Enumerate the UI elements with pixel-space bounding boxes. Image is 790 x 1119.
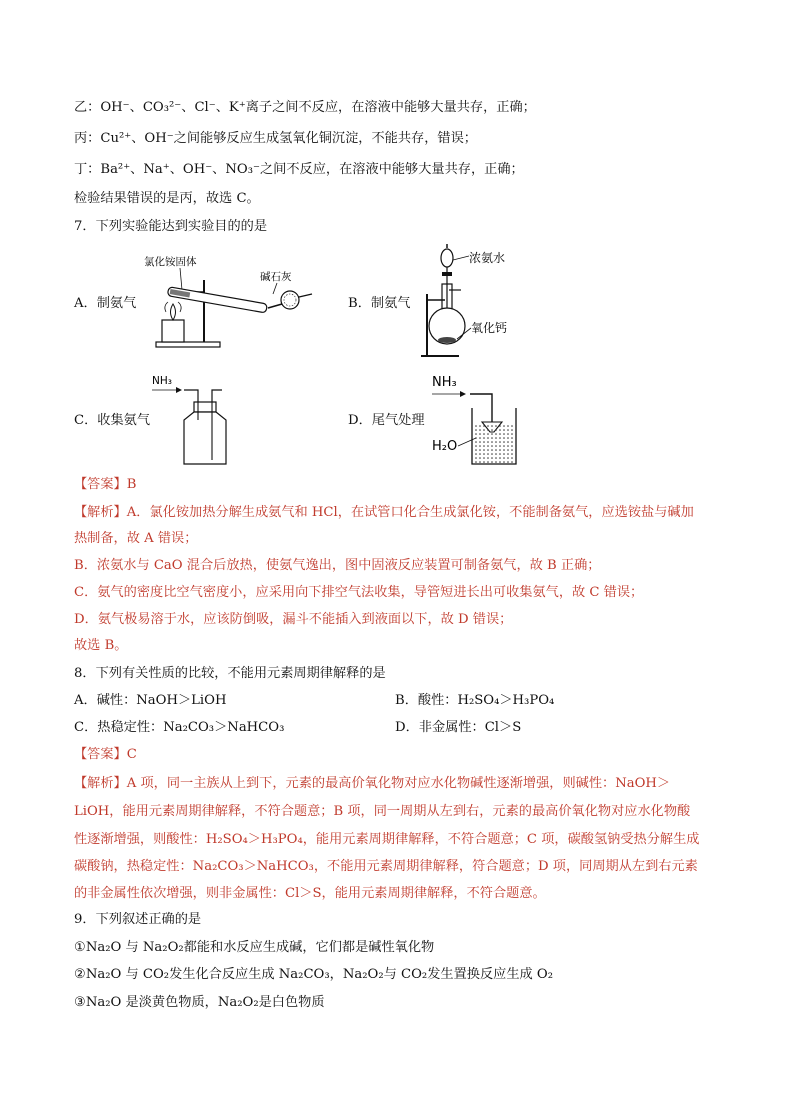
q7-option-c: C．收集氨气 [74, 413, 151, 428]
figure-b-flask-apparatus [415, 244, 525, 362]
line-bing: 丙：Cu²⁺、OH⁻之间能够反应生成氢氧化铜沉淀，不能共存，错误； [74, 131, 477, 146]
q8-option-b: B．酸性：H₂SO₄＞H₃PO₄ [395, 693, 555, 708]
q8-answer: 【答案】C [74, 747, 137, 762]
line-conclusion: 检验结果错误的是丙，故选 C。 [74, 191, 260, 206]
figure-b-label-calcium-oxide: 氧化钙 [471, 321, 508, 335]
q8-stem: 8．下列有关性质的比较，不能用元素周期律解释的是 [74, 666, 386, 681]
q7-explanation-line-6: 故选 B。 [74, 638, 128, 653]
q8-explanation-tag: 【解析】 [74, 776, 127, 791]
figure-d-beaker [430, 372, 525, 467]
q7-option-b: B．制氨气 [348, 296, 411, 311]
q7-explanation-a: A．氯化铵加热分解生成氨气和 HCl，在试管口化合生成氯化铵，不能制备氨气，应选铵盐与碱加 [126, 505, 694, 520]
figure-c-label-nh3: NH₃ [152, 375, 172, 387]
figure-a-label-ammonium-chloride: 氯化铵固体 [144, 256, 197, 268]
q9-statement-2: ②Na₂O 与 CO₂发生化合反应生成 Na₂CO₃，Na₂O₂与 CO₂发生置换反应生成 O₂ [74, 967, 553, 982]
q7-explanation-line-1 [74, 504, 694, 522]
q7-explanation-line-5: D．氨气极易溶于水，应该防倒吸，漏斗不能插入到液面以下，故 D 错误； [74, 612, 513, 627]
q9-stem: 9．下列叙述正确的是 [74, 912, 202, 927]
q7-answer: 【答案】B [74, 477, 137, 492]
q8-explanation-line-4: 碳酸钠，热稳定性：Na₂CO₃＞NaHCO₃，不能用元素周期律解释，符合题意；D 项，同周期从左到右元素 [74, 859, 698, 874]
figure-d-label-water: H₂O [432, 439, 458, 454]
q8-explanation-line-3: 性逐渐增强，则酸性：H₂SO₄＞H₃PO₄，能用元素周期律解释，不符合题意；C 项，碳酸氢钠受热分解生成 [74, 832, 700, 847]
figure-a-heating-apparatus [140, 252, 320, 352]
q9-statement-1: ①Na₂O 与 Na₂O₂都能和水反应生成碱，它们都是碱性氧化物 [74, 940, 435, 955]
figure-a-label-soda-lime: 碱石灰 [260, 271, 292, 283]
q8-explanation-line-1 [74, 775, 670, 793]
q7-explanation-line-2: 热制备，故 A 错误； [74, 531, 198, 546]
q7-option-d: D．尾气处理 [348, 413, 425, 428]
figure-b-label-conc-ammonia: 浓氨水 [469, 251, 506, 265]
figure-c-gas-bottle [150, 372, 240, 467]
q8-option-c: C．热稳定性：Na₂CO₃＞NaHCO₃ [74, 720, 285, 735]
q7-explanation-line-4: C．氨气的密度比空气密度小，应采用向下排空气法收集，导管短进长出可收集氨气，故 C 错误； [74, 585, 644, 600]
q7-explanation-line-3: B．浓氨水与 CaO 混合后放热，使氨气逸出，图中固液反应装置可制备氨气，故 B 正确； [74, 558, 601, 573]
line-ding: 丁：Ba²⁺、Na⁺、OH⁻、NO₃⁻之间不反应，在溶液中能够大量共存，正确； [74, 162, 524, 177]
q7-stem: 7．下列实验能达到实验目的的是 [74, 219, 268, 234]
line-yi: 乙：OH⁻、CO₃²⁻、Cl⁻、K⁺离子之间不反应，在溶液中能够大量共存，正确； [74, 100, 536, 115]
q9-statement-3: ③Na₂O 是淡黄色物质，Na₂O₂是白色物质 [74, 995, 325, 1010]
q8-option-a: A．碱性：NaOH＞LiOH [74, 693, 227, 708]
q8-explanation-a: A 项，同一主族从上到下，元素的最高价氧化物对应水化物碱性逐渐增强，则碱性：NaOH＞ [126, 776, 671, 791]
q8-explanation-line-2: LiOH，能用元素周期律解释，不符合题意；B 项，同一周期从左到右，元素的最高价氧化物对应水化物酸 [74, 804, 691, 819]
q7-explanation-tag: 【解析】 [74, 505, 127, 520]
figure-d-label-nh3: NH₃ [432, 375, 457, 390]
q7-option-a: A．制氨气 [74, 296, 137, 311]
q8-explanation-line-5: 的非金属性依次增强，则非金属性：Cl＞S，能用元素周期律解释，不符合题意。 [74, 886, 546, 901]
q8-option-d: D．非金属性：Cl＞S [395, 720, 522, 735]
